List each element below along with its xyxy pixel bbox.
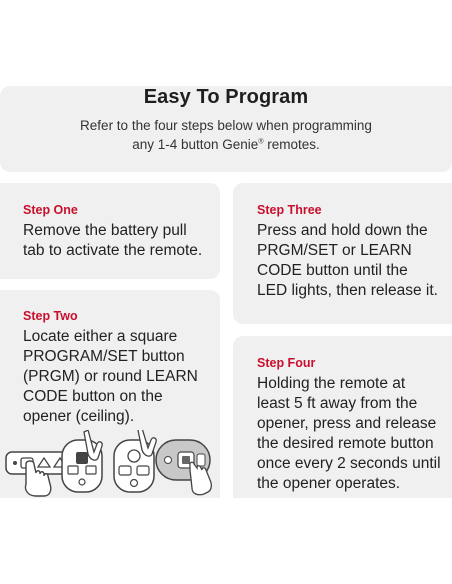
step-four-line: once every 2 seconds until — [257, 455, 441, 472]
subtitle-line-1: Refer to the four steps below when programming — [80, 118, 372, 133]
step-one-card — [0, 183, 220, 279]
step-two-line: CODE button on the — [23, 388, 163, 405]
step-one-line: tab to activate the remote. — [23, 242, 203, 259]
step-one-text — [23, 221, 202, 261]
step-two-title: Step Two — [23, 309, 78, 323]
subtitle-line-2 — [40, 135, 412, 154]
square-prgm-button-icon — [58, 430, 108, 498]
step-two-text — [23, 327, 198, 427]
subtitle-line-2-end: remotes. — [263, 137, 320, 152]
step-three-card — [233, 183, 452, 324]
step-two-line: Locate either a square — [23, 328, 178, 345]
subtitle-line-2-text: any 1-4 button Genie — [132, 137, 259, 152]
step-four-text — [257, 374, 441, 494]
round-learn-button-icon — [110, 430, 160, 498]
step-one-title: Step One — [23, 203, 78, 217]
trademark-symbol: ® — [258, 138, 264, 146]
step-two-line: opener (ceiling). — [23, 408, 135, 425]
step-four-line: the opener operates. — [257, 475, 401, 492]
step-three-line: LED lights, then release it. — [257, 282, 438, 299]
step-four-line: least 5 ft away from the — [257, 395, 418, 412]
step-one-line: Remove the battery pull — [23, 222, 187, 239]
step-three-line: CODE button until the — [257, 262, 408, 279]
opener-panel-icon — [154, 430, 216, 498]
step-two-line: PROGRAM/SET button — [23, 348, 185, 365]
step-four-line: the desired remote button — [257, 435, 434, 452]
step-three-text — [257, 221, 438, 301]
step-four-line: opener, press and release — [257, 415, 437, 432]
step-three-title: Step Three — [257, 203, 322, 217]
remote-illustrations — [4, 430, 218, 498]
step-three-line: Press and hold down the — [257, 222, 428, 239]
page-subtitle — [40, 116, 412, 154]
step-four-card — [233, 336, 452, 498]
step-four-line: Holding the remote at — [257, 375, 406, 392]
intro-card — [0, 86, 452, 172]
page-title: Easy To Program — [143, 86, 309, 108]
step-four-title: Step Four — [257, 356, 316, 370]
step-three-line: PRGM/SET or LEARN — [257, 242, 412, 259]
step-two-line: (PRGM) or round LEARN — [23, 368, 198, 385]
